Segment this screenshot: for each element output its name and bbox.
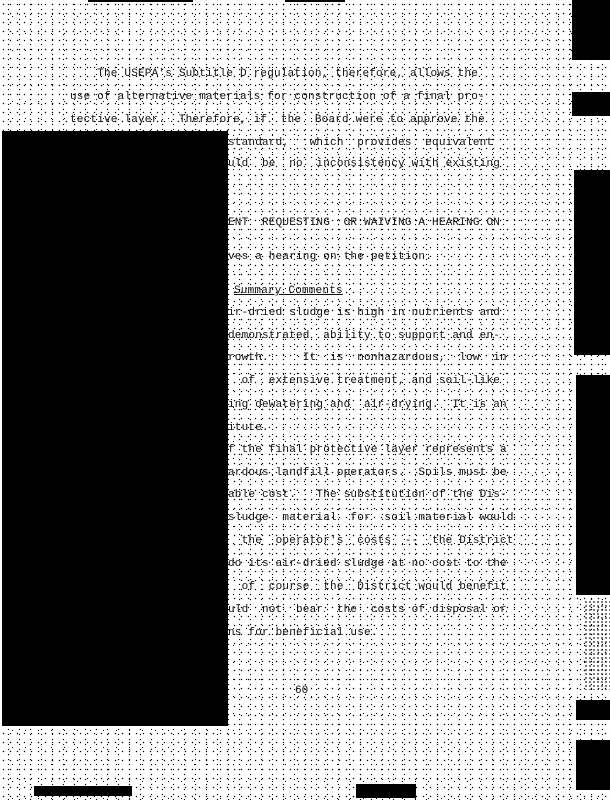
- text-line: ns for beneficial use.: [228, 627, 378, 639]
- scan-mark: [572, 0, 610, 60]
- text-line: the operator's costs -- the District: [228, 535, 514, 547]
- redaction-block: [2, 131, 228, 726]
- text-line: do its air-dried sludge at no cost to the: [228, 558, 507, 570]
- scan-mark: [576, 740, 610, 790]
- scan-mark: [574, 170, 610, 355]
- scan-mark: [572, 92, 610, 116]
- text-line: demonstrated ability to support and en-: [228, 330, 501, 342]
- text-line: standard, which provides equivalent: [228, 137, 494, 149]
- text-line: uld not bear the costs of disposal or: [228, 604, 507, 616]
- scan-mark: [34, 786, 132, 796]
- text-line: ardous landfill operators. Soils must be: [228, 467, 507, 479]
- text-line: ves a hearing on the petition.: [228, 251, 433, 263]
- scan-mark: [285, 0, 345, 2]
- scan-mark: [576, 375, 610, 595]
- scan-mark: [88, 0, 193, 2]
- section-heading: ENT REQUESTING OR WAIVING A HEARING ON: [228, 217, 501, 229]
- scan-noise: [584, 600, 610, 690]
- page-number: 60: [295, 685, 309, 697]
- text-line: uld be no inconsistency with existing: [228, 158, 501, 170]
- subheading: Summary Comments: [234, 285, 343, 297]
- text-line: itute.: [228, 422, 269, 434]
- text-line: able cost. The substitution of the Dis-: [228, 489, 507, 501]
- text-line: tective layer. Therefore, if the Board were to approve the: [70, 114, 485, 126]
- text-line: of extensive treatment, and soil-like: [228, 375, 501, 387]
- text-line: f the final protective layer represents a: [228, 444, 507, 456]
- text-line: rowth. It is nonhazardous, low in: [228, 352, 507, 364]
- text-line: ir-dried sludge is high in nutrients and: [228, 307, 501, 319]
- text-line: sludge material for soil material would: [228, 512, 514, 524]
- text-line: use of alternative materials for construction of a final pro-: [70, 91, 485, 103]
- scan-mark: [356, 784, 416, 798]
- text-line: ing dewatering and air-drying. It is an: [228, 399, 507, 411]
- scan-mark: [576, 700, 610, 720]
- text-line: of course the District would benefit: [228, 581, 507, 593]
- text-line: The USEPA's Subtitle D regulation, therefore, allows the: [70, 68, 479, 80]
